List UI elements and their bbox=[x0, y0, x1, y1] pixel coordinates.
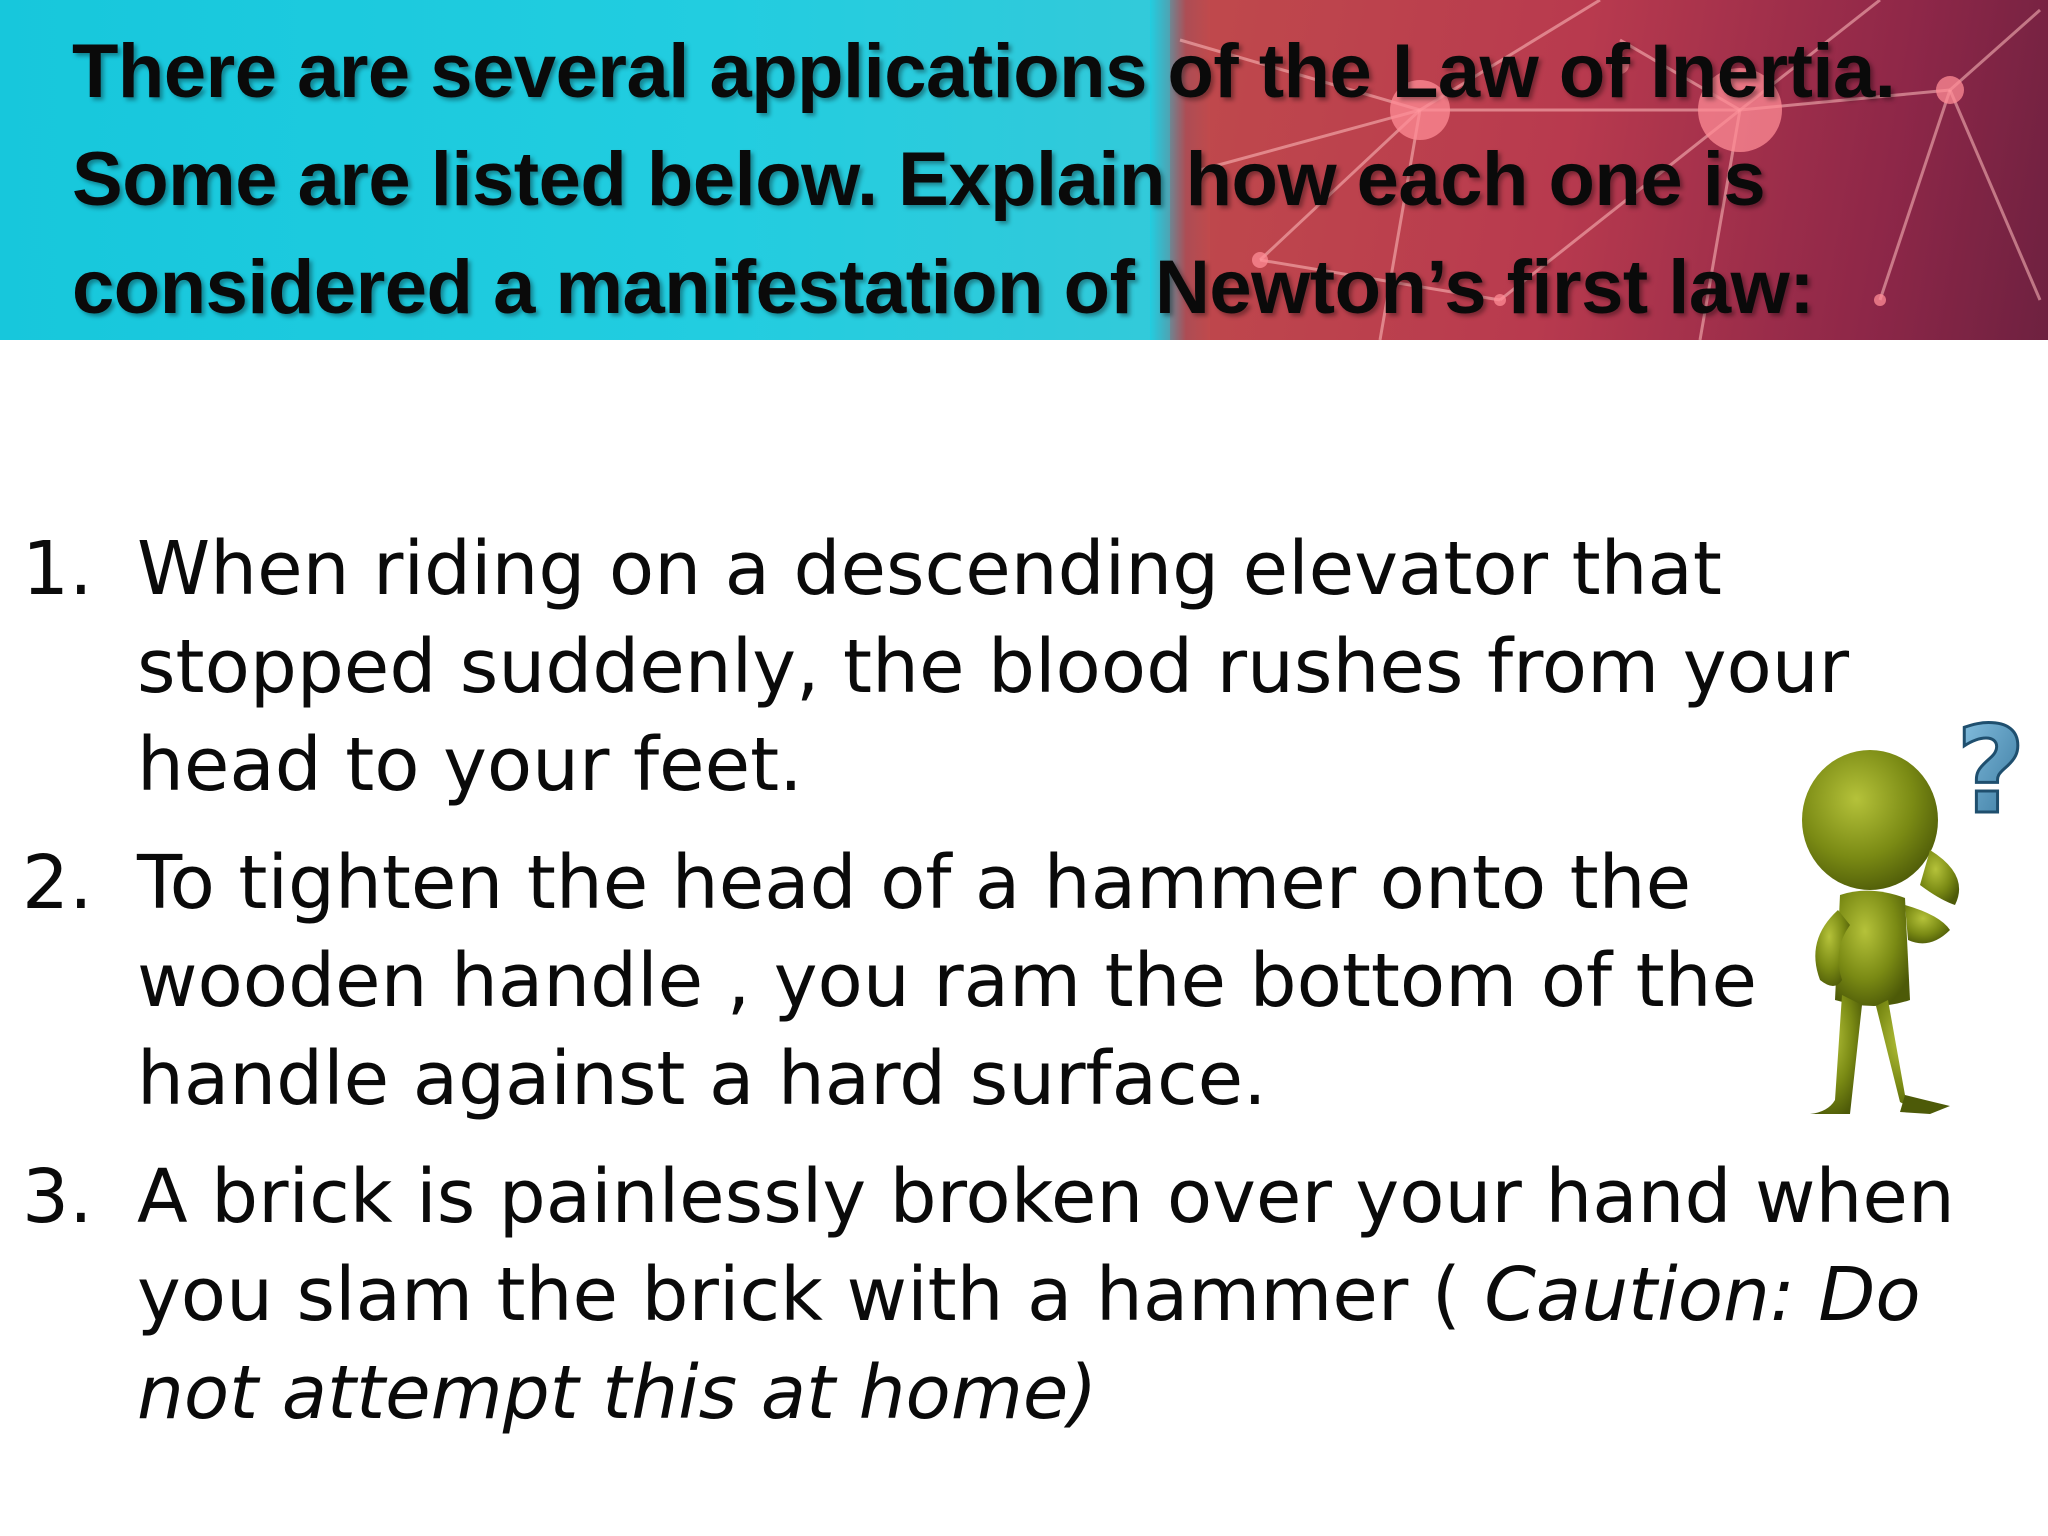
list-item-number: 2. bbox=[22, 840, 93, 926]
list-item-number: 3. bbox=[22, 1154, 93, 1240]
list-item bbox=[22, 520, 1982, 814]
list-item-number: 1. bbox=[22, 526, 93, 612]
list-item-text: To tighten the head of a hammer onto the wooden handle , you ram the bottom of the handle against a hard surface. bbox=[137, 840, 1758, 1122]
slide-title: There are several applications of the Law of Inertia. Some are listed below. Explain how each one is considered a manifestation of Newton’s first law: bbox=[72, 29, 1896, 330]
list-item-text: A brick is painlessly broken over your hand when you slam the brick with a hammer ( bbox=[137, 1154, 1955, 1338]
list-item-text: When riding on a descending elevator that stopped suddenly, the blood rushes from your head to your feet. bbox=[137, 526, 1850, 808]
applications-list bbox=[22, 520, 1982, 1462]
svg-text:?: ? bbox=[1956, 702, 2026, 841]
list-item bbox=[22, 1148, 1982, 1442]
list-item bbox=[22, 834, 1982, 1128]
caution-note: Caution: Do not attempt this at home) bbox=[137, 1252, 1921, 1436]
question-mark-icon bbox=[1956, 702, 2026, 841]
thinking-figure-icon bbox=[1780, 700, 2048, 1120]
